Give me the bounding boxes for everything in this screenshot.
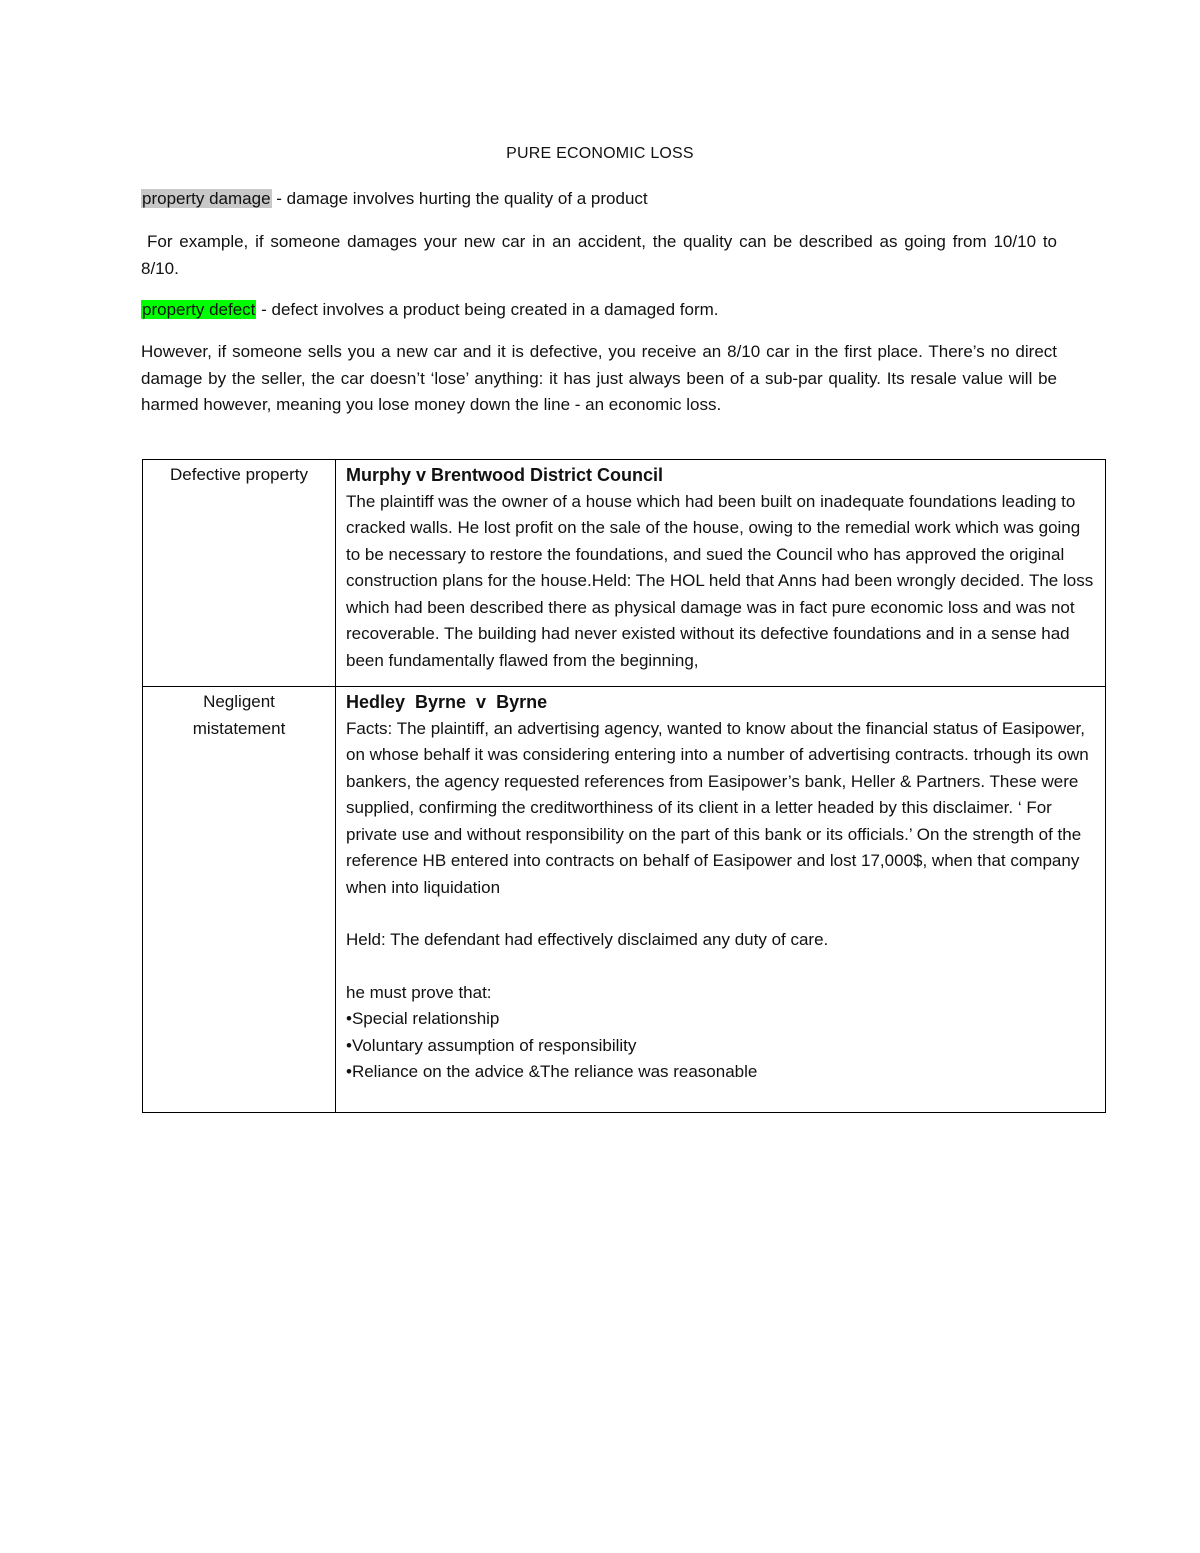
- however-paragraph: However, if someone sells you a new car and it is defective, you receive an 8/10 car in the first place. There’s no direct damage by the seller, the car doesn’t ‘lose’ anything: it has just always been of a sub-par quality. Its resale value will be harmed however, meaning you lose money down the line - an economic loss.: [141, 342, 1057, 414]
- row-label: [143, 687, 336, 1113]
- row-label-text: Negligent mistatement: [192, 692, 286, 738]
- property-defect-paragraph: [141, 297, 1057, 324]
- prove-intro: he must prove that:: [346, 982, 492, 1002]
- property-damage-definition: - damage involves hurting the quality of a product: [271, 189, 648, 208]
- property-damage-paragraph: [141, 186, 1057, 213]
- case-body: The plaintiff was the owner of a house which had been built on inadequate foundations leading to cracked walls. He lost profit on the sale of the house, owing to the remedial work which was going to be necessary to restore the foundations, and sued the Council who has approved the original construction plans for the house.Held: The HOL held that Anns had been wrongly decided. The loss which had been described there as physical damage was in fact pure economic loss and was not recoverable. The building had never existed without its defective foundations and in a sense had been fundamentally flawed from the beginning,: [346, 491, 1094, 670]
- list-item: •Reliance on the advice &The reliance was reasonable: [346, 1062, 758, 1081]
- row-label: Defective property: [143, 460, 336, 687]
- spacer: [346, 901, 1095, 927]
- table-row: [143, 687, 1106, 1113]
- cases-table: [142, 459, 1106, 1113]
- property-defect-definition: - defect involves a product being created in a damaged form.: [256, 300, 719, 319]
- page-title: PURE ECONOMIC LOSS: [506, 145, 694, 162]
- case-name: Hedley Byrne v Byrne: [346, 692, 548, 712]
- case-held: Held: The defendant had effectively disclaimed any duty of care.: [346, 930, 829, 949]
- case-name: Murphy v Brentwood District Council: [346, 465, 664, 485]
- example-paragraph: For example, if someone damages your new car in an accident, the quality can be described as going from 10/10 to 8/10.: [141, 232, 1057, 278]
- list-item: •Special relationship: [346, 1009, 500, 1028]
- spacer: [346, 954, 1095, 980]
- case-cell: [336, 460, 1106, 687]
- list-item: •Voluntary assumption of responsibility: [346, 1035, 637, 1055]
- case-facts: Facts: The plaintiff, an advertising agency, wanted to know about the financial status of Easipower, on whose behalf it was considering entering into a number of advertising contracts. trhough its own bankers, the agency requested references from Easipower’s bank, Heller & Partners. These were supplied, confirming the creditworthiness of its client in a letter headed by this disclaimer. ‘ For private use and without responsibility on the part of this bank or its officials.’ On the strength of the reference HB entered into contracts on behalf of Easipower and lost 17,000$, when that company when into liquidation: [346, 718, 1089, 897]
- property-defect-term: property defect: [142, 300, 256, 319]
- table-row: [143, 460, 1106, 687]
- property-damage-term: property damage: [142, 189, 271, 208]
- case-cell: [336, 687, 1106, 1113]
